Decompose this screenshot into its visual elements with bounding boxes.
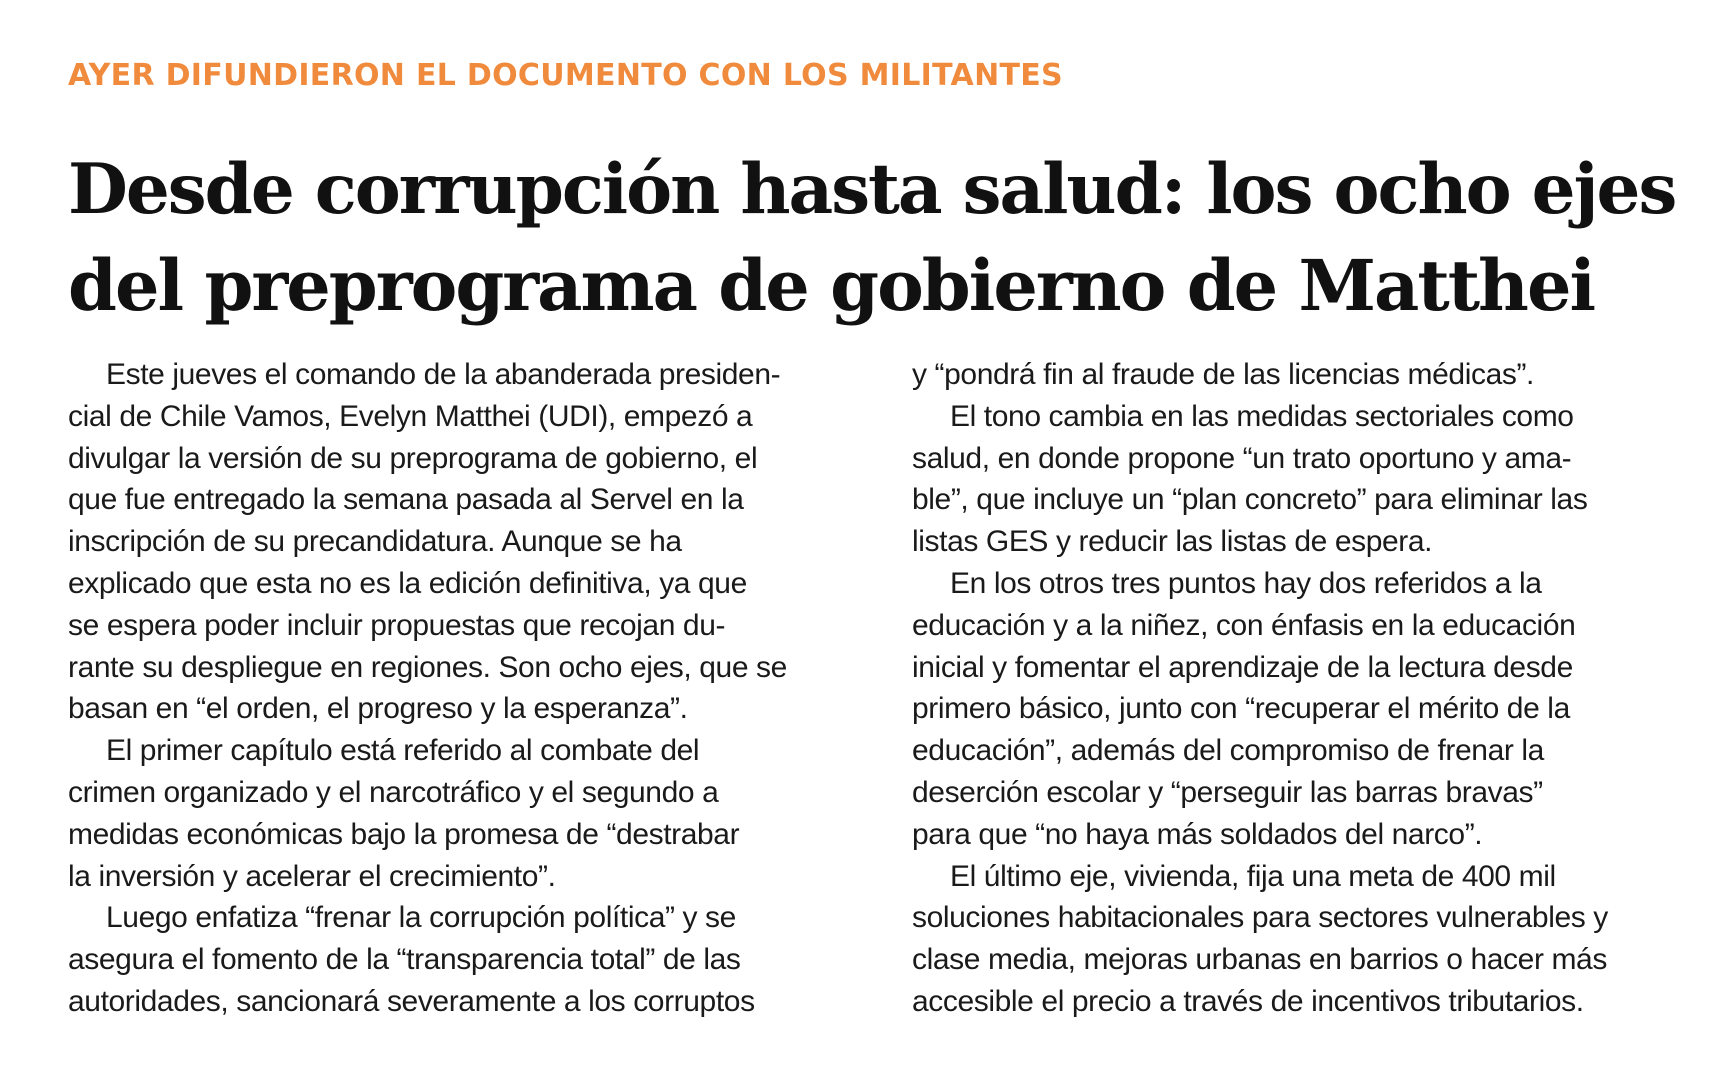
text-line: accesible el precio a través de incentivos tributarios.	[912, 984, 1584, 1018]
text-line: basan en “el orden, el progreso y la esperanza”.	[68, 692, 688, 726]
text-line: para que “no haya más soldados del narco”.	[912, 817, 1483, 851]
paragraph-first-line: En los otros tres puntos hay dos referidos a la	[950, 566, 1542, 600]
text-line: ble”, que incluye un “plan concreto” para eliminar las	[912, 483, 1588, 517]
text-line: deserción escolar y “perseguir las barras bravas”	[912, 775, 1543, 809]
text-line: se espera poder incluir propuestas que recojan du-	[68, 608, 726, 642]
paragraph-first-line: El tono cambia en las medidas sectoriales como	[950, 399, 1574, 433]
text-line: primero básico, junto con “recuperar el mérito de la	[912, 692, 1570, 726]
text-line: que fue entregado la semana pasada al Servel en la	[68, 483, 744, 517]
paragraph-first-line: El último eje, vivienda, fija una meta de 400 mil	[950, 859, 1556, 893]
text-line: inicial y fomentar el aprendizaje de la lectura desde	[912, 650, 1573, 684]
text-line: divulgar la versión de su preprograma de gobierno, el	[68, 441, 758, 475]
text-line: cial de Chile Vamos, Evelyn Matthei (UDI), empezó a	[68, 399, 753, 433]
text-line: soluciones habitacionales para sectores vulnerables y	[912, 901, 1608, 935]
paragraph-first-line: El primer capítulo está referido al combate del	[106, 734, 700, 768]
text-line: educación”, además del compromiso de frenar la	[912, 734, 1544, 768]
text-line: medidas económicas bajo la promesa de “destrabar	[68, 817, 740, 851]
text-line: crimen organizado y el narcotráfico y el segundo a	[68, 775, 719, 809]
text-line: autoridades, sancionará severamente a los corruptos	[68, 984, 755, 1018]
text-line: inscripción de su precandidatura. Aunque se ha	[68, 525, 682, 559]
kicker: AYER DIFUNDIERON EL DOCUMENTO CON LOS MILITANTES	[68, 58, 1063, 93]
paragraph-first-line: Luego enfatiza “frenar la corrupción política” y se	[106, 901, 736, 935]
headline-line: del preprograma de gobierno de Matthei	[68, 244, 1595, 327]
text-line: listas GES y reducir las listas de espera.	[912, 525, 1433, 559]
text-line: clase media, mejoras urbanas en barrios o hacer más	[912, 943, 1607, 977]
text-line: la inversión y acelerar el crecimiento”.	[68, 859, 556, 893]
body-column-left	[68, 354, 868, 1023]
text-line: educación y a la niñez, con énfasis en la educación	[912, 608, 1576, 642]
body-column-right	[912, 354, 1702, 1023]
text-line: asegura el fomento de la “transparencia total” de las	[68, 943, 741, 977]
paragraph-first-line: Este jueves el comando de la abanderada presiden-	[106, 358, 781, 391]
text-line: explicado que esta no es la edición definitiva, ya que	[68, 566, 747, 600]
headline	[68, 142, 1688, 334]
text-line: y “pondrá fin al fraude de las licencias médicas”.	[912, 358, 1534, 391]
text-line: salud, en donde propone “un trato oportuno y ama-	[912, 441, 1572, 475]
text-line: rante su despliegue en regiones. Son ocho ejes, que se	[68, 650, 787, 684]
headline-line: Desde corrupción hasta salud: los ocho ejes	[68, 149, 1676, 230]
